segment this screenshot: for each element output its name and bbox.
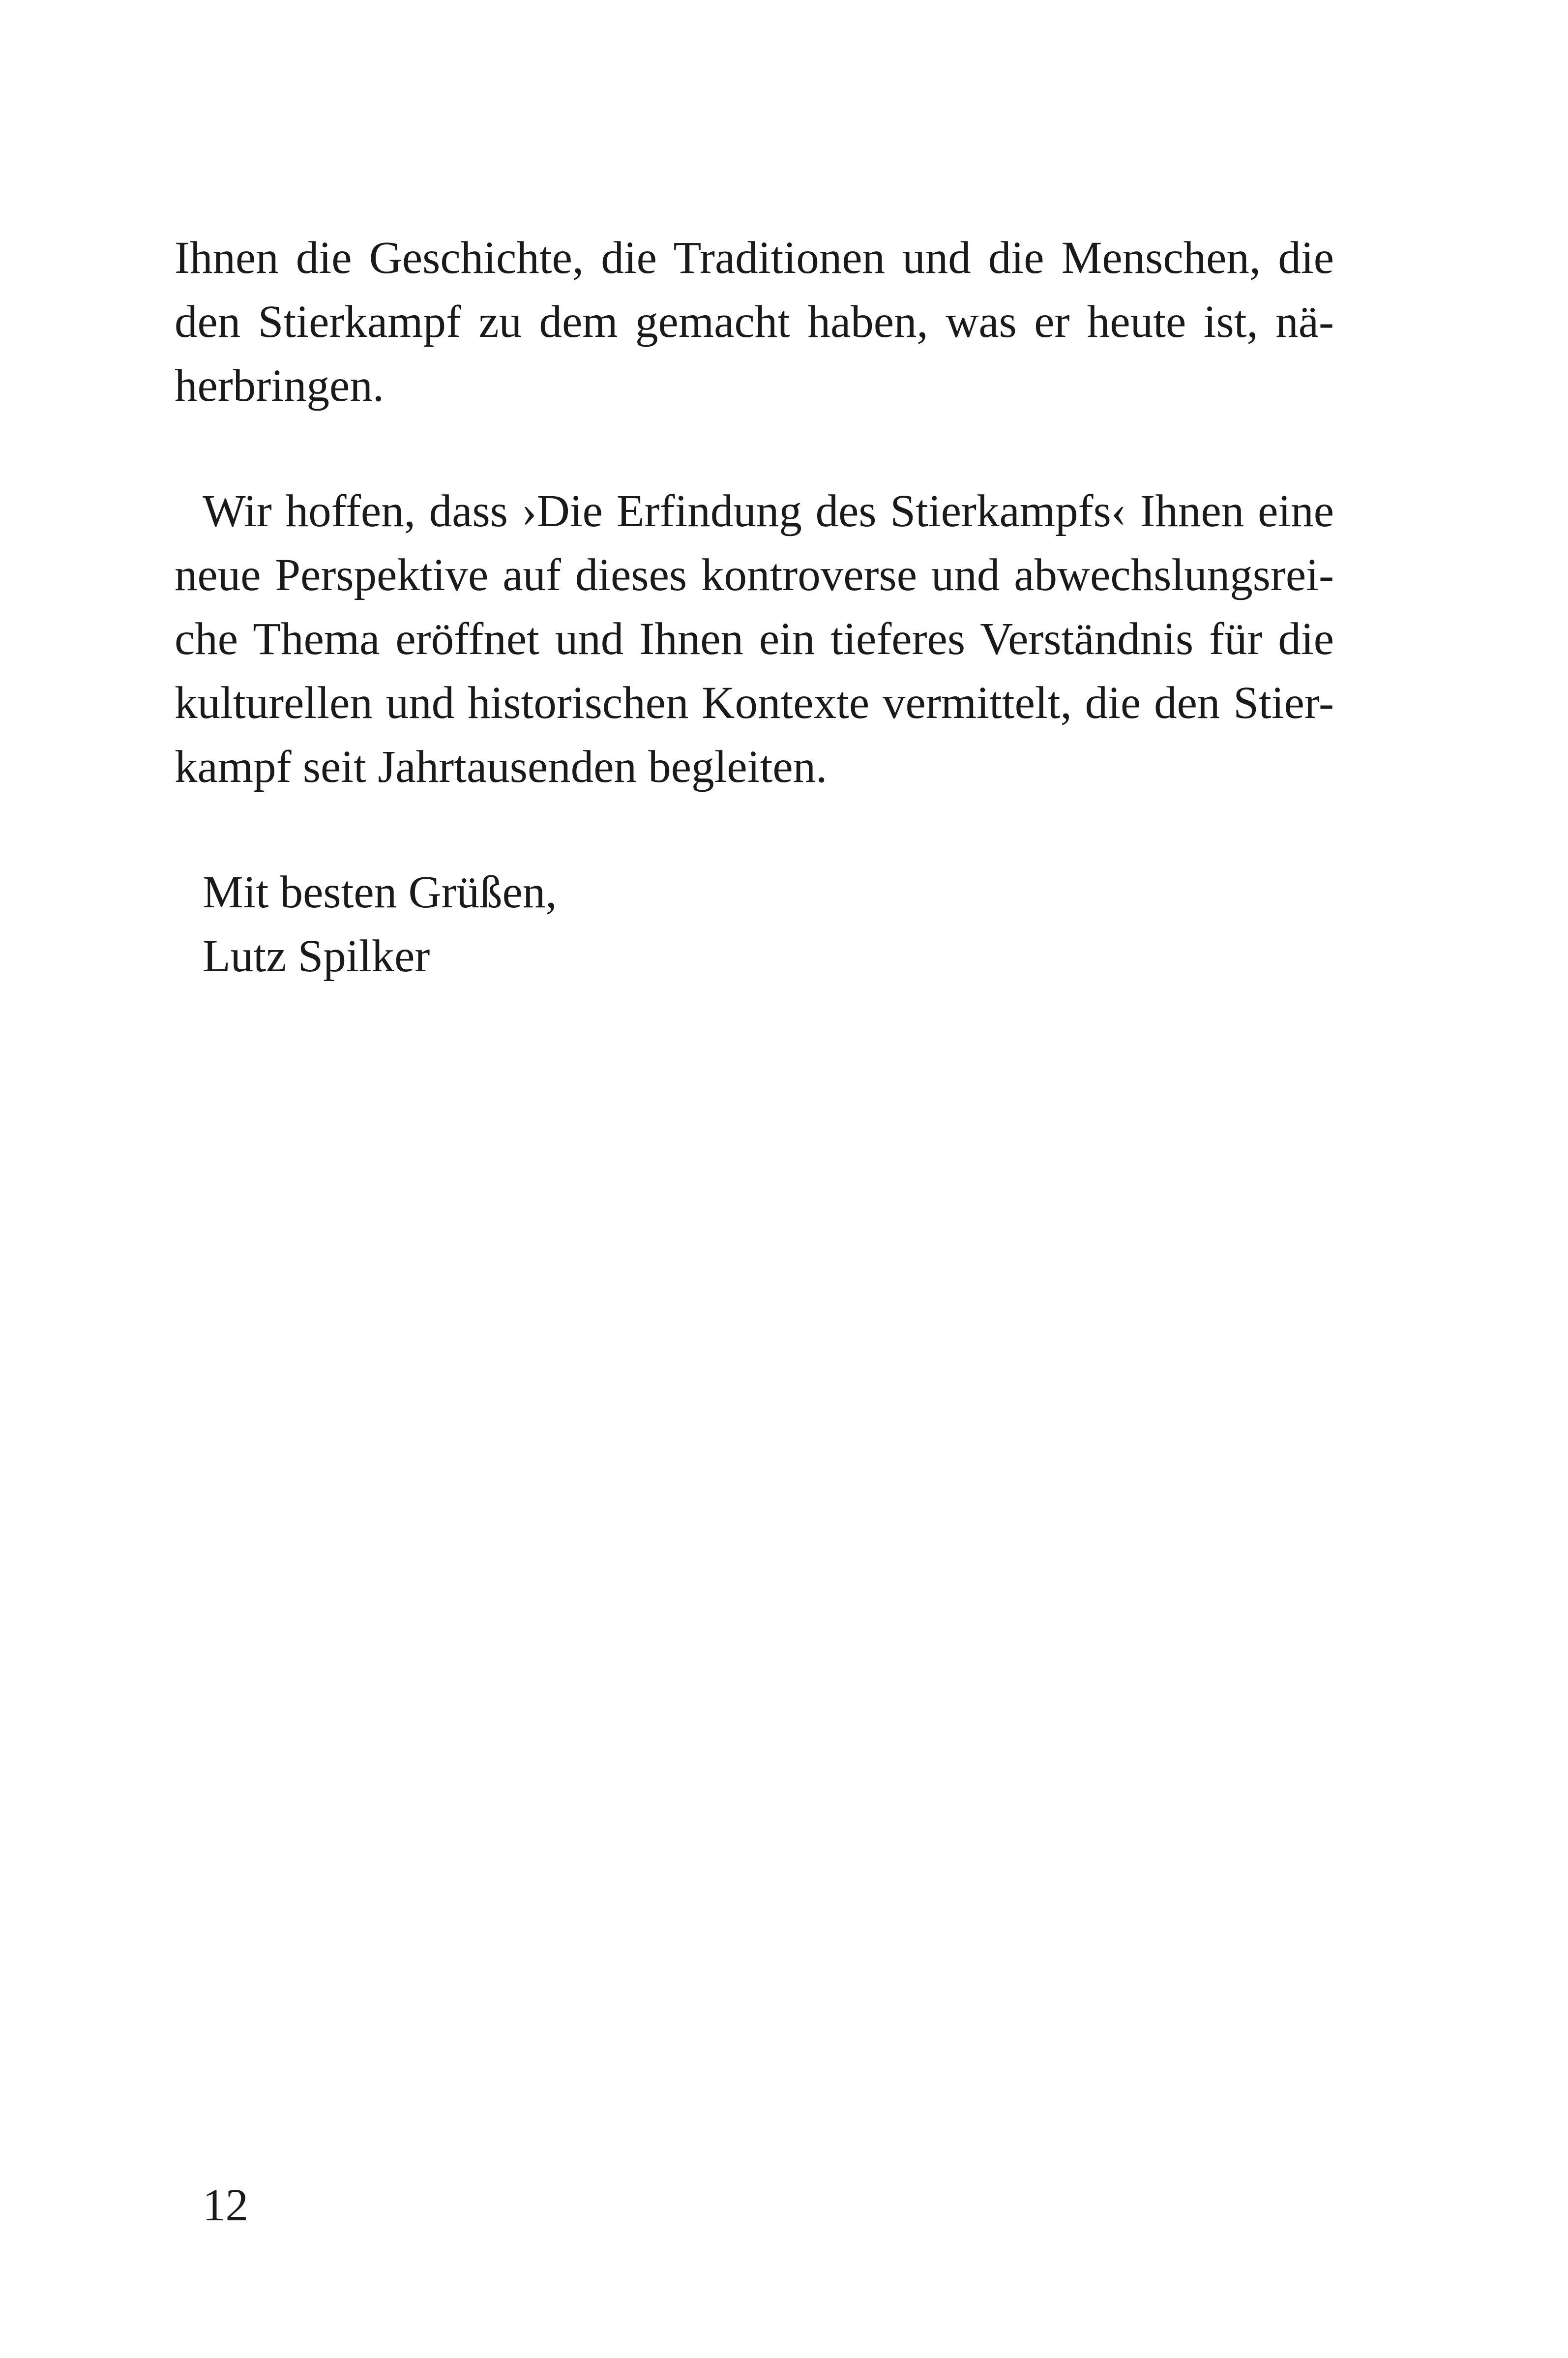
page-number: 12 [203, 2180, 248, 2231]
text-line: kulturellen und historischen Kontexte vermittelt, die den Stier- [175, 678, 1334, 728]
text-line: kampf seit Jahrtausenden begleiten. [175, 742, 828, 792]
author-name: Lutz Spilker [203, 931, 430, 982]
text-line: den Stierkampf zu dem gemacht haben, was er heute ist, nä- [175, 297, 1334, 347]
text-line: che Thema eröffnet und Ihnen ein tieferes Verständnis für die [175, 614, 1334, 664]
text-line: neue Perspektive auf dieses kontroverse und abwechslungsrei- [175, 550, 1334, 600]
text-line: herbringen. [175, 360, 385, 411]
closing-greeting: Mit besten Grüßen, [203, 867, 557, 918]
text-line: Wir hoffen, dass ›Die Erfindung des Stierkampfs‹ Ihnen eine [203, 486, 1334, 537]
text-line: Ihnen die Geschichte, die Traditionen und die Menschen, die [175, 233, 1334, 283]
